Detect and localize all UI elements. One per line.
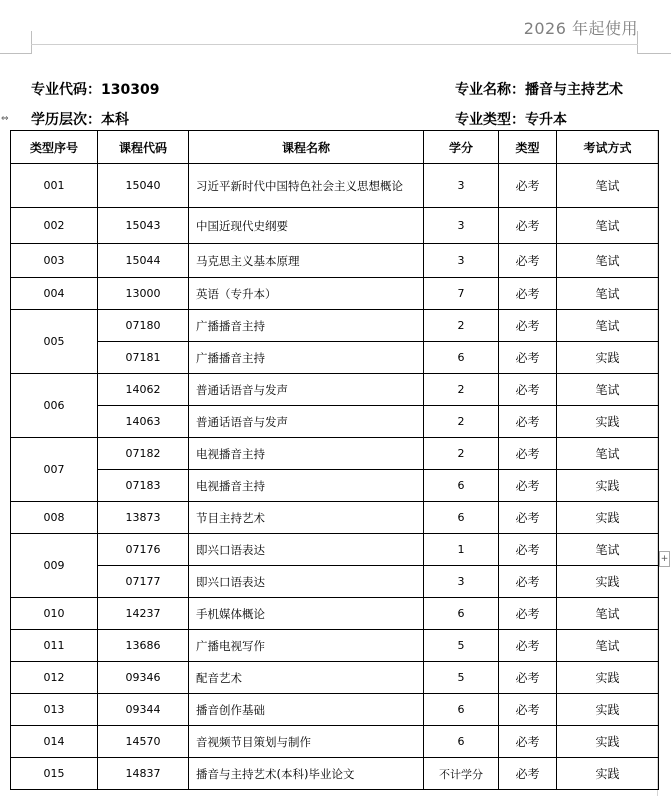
cell-code: 15044 <box>98 244 189 278</box>
cell-seq: 007 <box>11 438 98 502</box>
cell-credit: 6 <box>424 694 499 726</box>
cell-type: 必考 <box>499 244 557 278</box>
cell-type: 必考 <box>499 694 557 726</box>
cell-credit: 6 <box>424 726 499 758</box>
cell-exam-method: 笔试 <box>557 164 659 208</box>
table-row <box>11 694 659 726</box>
page-corner-mark <box>637 53 671 54</box>
cell-course-name: 节目主持艺术 <box>189 502 424 534</box>
header-year-note: 2026 年起使用 <box>523 19 638 38</box>
cell-course-name: 普通话语音与发声 <box>189 406 424 438</box>
cell-seq: 004 <box>11 278 98 310</box>
column-header-seq: 类型序号 <box>11 131 98 164</box>
cell-seq: 006 <box>11 374 98 438</box>
cell-course-name: 电视播音主持 <box>189 470 424 502</box>
table-row <box>11 502 659 534</box>
cell-credit: 2 <box>424 438 499 470</box>
table-row <box>11 662 659 694</box>
table-row <box>11 164 659 208</box>
cell-course-name: 即兴口语表达 <box>189 534 424 566</box>
cell-exam-method: 笔试 <box>557 534 659 566</box>
cell-code: 14237 <box>98 598 189 630</box>
table-row <box>11 278 659 310</box>
cell-code: 09344 <box>98 694 189 726</box>
cell-code: 15043 <box>98 208 189 244</box>
cell-seq: 002 <box>11 208 98 244</box>
cell-type: 必考 <box>499 726 557 758</box>
cell-type: 必考 <box>499 758 557 790</box>
table-row <box>11 598 659 630</box>
cell-seq: 001 <box>11 164 98 208</box>
table-row <box>11 758 659 790</box>
course-table <box>10 130 659 790</box>
cell-course-name: 广播播音主持 <box>189 342 424 374</box>
cell-exam-method: 实践 <box>557 758 659 790</box>
cell-credit: 3 <box>424 566 499 598</box>
cell-type: 必考 <box>499 342 557 374</box>
cell-credit: 1 <box>424 534 499 566</box>
table-row <box>11 310 659 342</box>
table-row <box>11 438 659 470</box>
page-corner-mark <box>0 53 32 54</box>
cell-code: 15040 <box>98 164 189 208</box>
cell-credit: 7 <box>424 278 499 310</box>
cell-course-name: 英语（专升本） <box>189 278 424 310</box>
cell-type: 必考 <box>499 208 557 244</box>
column-header-method: 考试方式 <box>557 131 659 164</box>
column-header-type: 类型 <box>499 131 557 164</box>
table-row <box>11 342 659 374</box>
education-level: 学历层次：本科 <box>31 112 129 128</box>
cell-type: 必考 <box>499 502 557 534</box>
cell-seq: 008 <box>11 502 98 534</box>
cell-course-name: 中国近现代史纲要 <box>189 208 424 244</box>
cell-exam-method: 实践 <box>557 662 659 694</box>
table-row <box>11 406 659 438</box>
cell-seq: 013 <box>11 694 98 726</box>
cell-seq: 015 <box>11 758 98 790</box>
cell-exam-method: 笔试 <box>557 630 659 662</box>
cell-exam-method: 笔试 <box>557 244 659 278</box>
cell-seq: 010 <box>11 598 98 630</box>
cell-credit: 2 <box>424 406 499 438</box>
cell-type: 必考 <box>499 438 557 470</box>
cell-code: 07176 <box>98 534 189 566</box>
cell-course-name: 音视频节目策划与制作 <box>189 726 424 758</box>
cell-type: 必考 <box>499 630 557 662</box>
cell-type: 必考 <box>499 598 557 630</box>
major-type: 专业类型：专升本 <box>455 112 567 128</box>
cell-seq: 003 <box>11 244 98 278</box>
cell-exam-method: 笔试 <box>557 208 659 244</box>
cell-type: 必考 <box>499 566 557 598</box>
cell-exam-method: 笔试 <box>557 310 659 342</box>
cell-code: 07180 <box>98 310 189 342</box>
cell-exam-method: 笔试 <box>557 278 659 310</box>
major-code: 专业代码：130309 <box>31 82 160 98</box>
cell-type: 必考 <box>499 278 557 310</box>
cell-code: 07183 <box>98 470 189 502</box>
cell-credit: 2 <box>424 374 499 406</box>
cell-course-name: 马克思主义基本原理 <box>189 244 424 278</box>
cell-credit: 3 <box>424 164 499 208</box>
cell-credit: 6 <box>424 598 499 630</box>
cell-course-name: 配音艺术 <box>189 662 424 694</box>
header-divider <box>31 44 638 45</box>
table-row <box>11 726 659 758</box>
cell-type: 必考 <box>499 534 557 566</box>
column-header-credit: 学分 <box>424 131 499 164</box>
cell-exam-method: 笔试 <box>557 374 659 406</box>
cell-code: 09346 <box>98 662 189 694</box>
column-header-name: 课程名称 <box>189 131 424 164</box>
cell-code: 07182 <box>98 438 189 470</box>
column-header-code: 课程代码 <box>98 131 189 164</box>
page-corner-mark <box>31 31 32 54</box>
cell-code: 13686 <box>98 630 189 662</box>
cell-exam-method: 笔试 <box>557 438 659 470</box>
table-move-handle-icon[interactable]: ⇔ <box>1 114 9 124</box>
cell-credit: 3 <box>424 244 499 278</box>
cell-credit: 不计学分 <box>424 758 499 790</box>
cell-code: 07181 <box>98 342 189 374</box>
cell-course-name: 习近平新时代中国特色社会主义思想概论 <box>189 164 424 208</box>
table-row <box>11 470 659 502</box>
cell-type: 必考 <box>499 470 557 502</box>
cell-exam-method: 实践 <box>557 726 659 758</box>
table-row <box>11 208 659 244</box>
table-row <box>11 534 659 566</box>
cell-seq: 009 <box>11 534 98 598</box>
cell-course-name: 播音创作基础 <box>189 694 424 726</box>
cell-type: 必考 <box>499 374 557 406</box>
cell-course-name: 普通话语音与发声 <box>189 374 424 406</box>
cell-code: 14837 <box>98 758 189 790</box>
cell-code: 14570 <box>98 726 189 758</box>
cell-credit: 6 <box>424 470 499 502</box>
cell-exam-method: 实践 <box>557 694 659 726</box>
cell-credit: 5 <box>424 630 499 662</box>
cell-exam-method: 实践 <box>557 566 659 598</box>
cell-seq: 011 <box>11 630 98 662</box>
cell-course-name: 即兴口语表达 <box>189 566 424 598</box>
cell-course-name: 电视播音主持 <box>189 438 424 470</box>
cell-course-name: 手机媒体概论 <box>189 598 424 630</box>
cell-type: 必考 <box>499 164 557 208</box>
cell-type: 必考 <box>499 310 557 342</box>
cell-type: 必考 <box>499 662 557 694</box>
cell-credit: 3 <box>424 208 499 244</box>
cell-code: 13000 <box>98 278 189 310</box>
cell-code: 13873 <box>98 502 189 534</box>
cell-code: 14063 <box>98 406 189 438</box>
cell-code: 14062 <box>98 374 189 406</box>
add-column-icon[interactable]: + <box>659 551 670 567</box>
cell-type: 必考 <box>499 406 557 438</box>
table-row <box>11 630 659 662</box>
cell-exam-method: 实践 <box>557 342 659 374</box>
cell-credit: 6 <box>424 342 499 374</box>
cell-seq: 005 <box>11 310 98 374</box>
cell-code: 07177 <box>98 566 189 598</box>
cell-exam-method: 笔试 <box>557 598 659 630</box>
cell-course-name: 播音与主持艺术(本科)毕业论文 <box>189 758 424 790</box>
cell-seq: 012 <box>11 662 98 694</box>
table-row <box>11 566 659 598</box>
cell-exam-method: 实践 <box>557 502 659 534</box>
cell-course-name: 广播电视写作 <box>189 630 424 662</box>
cell-course-name: 广播播音主持 <box>189 310 424 342</box>
cell-credit: 6 <box>424 502 499 534</box>
cell-exam-method: 实践 <box>557 470 659 502</box>
table-row <box>11 374 659 406</box>
table-header-row <box>11 131 659 164</box>
cell-credit: 2 <box>424 310 499 342</box>
cell-credit: 5 <box>424 662 499 694</box>
cell-exam-method: 实践 <box>557 406 659 438</box>
cell-seq: 014 <box>11 726 98 758</box>
major-name: 专业名称：播音与主持艺术 <box>455 82 623 98</box>
table-row <box>11 244 659 278</box>
